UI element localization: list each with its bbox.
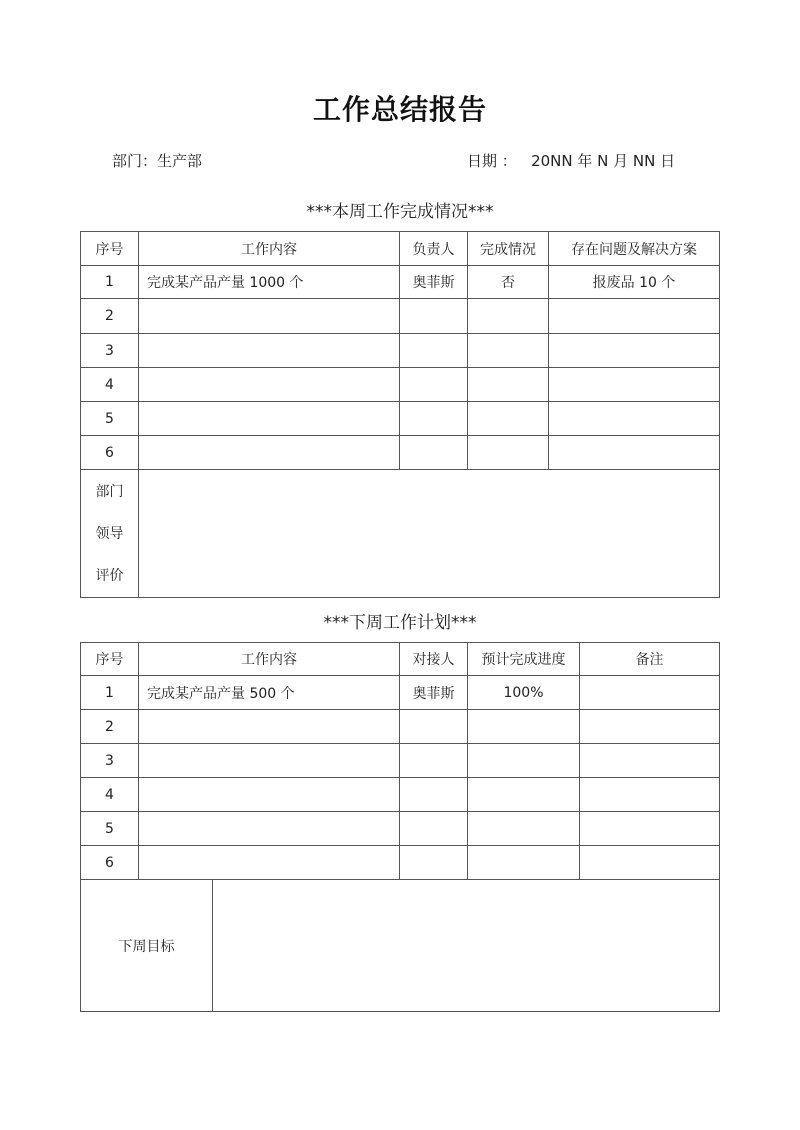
header-remarks: 备注: [580, 643, 720, 676]
evaluation-row: [81, 470, 720, 598]
cell-content: [139, 778, 400, 812]
cell-content: [139, 368, 400, 402]
cell-index: 4: [81, 778, 139, 812]
cell-content: [139, 710, 400, 744]
table-header-row: [81, 232, 720, 266]
cell-owner: [400, 299, 468, 334]
next-week-table: [80, 642, 720, 1012]
cell-index: 2: [81, 299, 139, 334]
cell-status: [468, 299, 549, 334]
table-row: [81, 744, 720, 778]
header-owner: 负责人: [400, 232, 468, 266]
cell-progress: [468, 744, 580, 778]
cell-index: 2: [81, 710, 139, 744]
cell-content: 完成某产品产量 500 个: [139, 676, 400, 710]
cell-progress: 100%: [468, 676, 580, 710]
cell-index: 1: [81, 676, 139, 710]
table-row: [81, 778, 720, 812]
header-content: 工作内容: [139, 643, 400, 676]
this-week-section-title: ***本周工作完成情况***: [306, 202, 494, 222]
cell-index: 3: [81, 334, 139, 368]
cell-remarks: [580, 778, 720, 812]
date-label: 日期 ： 20NN 年 N 月 NN 日: [467, 152, 676, 170]
cell-owner: 奥菲斯: [400, 266, 468, 299]
cell-owner: [400, 334, 468, 368]
cell-owner: [400, 436, 468, 470]
evaluation-label-line: 部门: [95, 483, 124, 500]
cell-contact: [400, 710, 468, 744]
cell-index: 5: [81, 402, 139, 436]
table-row: [81, 266, 720, 299]
cell-contact: 奥菲斯: [400, 676, 468, 710]
header-issues: 存在问题及解决方案: [549, 232, 720, 266]
table-row: [81, 402, 720, 436]
table-row: [81, 812, 720, 846]
cell-remarks: [580, 812, 720, 846]
header-index: 序号: [81, 232, 139, 266]
cell-contact: [400, 846, 468, 880]
cell-progress: [468, 812, 580, 846]
cell-issues: 报废品 10 个: [549, 266, 720, 299]
cell-index: 3: [81, 744, 139, 778]
cell-content: [139, 812, 400, 846]
table-row: [81, 846, 720, 880]
table-row: [81, 299, 720, 334]
header-contact: 对接人: [400, 643, 468, 676]
cell-index: 4: [81, 368, 139, 402]
cell-issues: [549, 299, 720, 334]
cell-status: [468, 334, 549, 368]
cell-issues: [549, 334, 720, 368]
cell-issues: [549, 436, 720, 470]
goal-label: 下周目标: [81, 880, 213, 1012]
header-status: 完成情况: [468, 232, 549, 266]
table-header-row: [81, 643, 720, 676]
cell-progress: [468, 710, 580, 744]
cell-owner: [400, 368, 468, 402]
cell-remarks: [580, 676, 720, 710]
table-row: [81, 368, 720, 402]
cell-status: [468, 368, 549, 402]
cell-content: 完成某产品产量 1000 个: [139, 266, 400, 299]
cell-owner: [400, 402, 468, 436]
table-row: [81, 676, 720, 710]
evaluation-label-line: 领导: [95, 525, 124, 542]
department-label: 部门：生产部: [112, 152, 203, 170]
cell-progress: [468, 846, 580, 880]
cell-index: 5: [81, 812, 139, 846]
header-index: 序号: [81, 643, 139, 676]
evaluation-label-line: 评价: [95, 567, 124, 584]
cell-contact: [400, 778, 468, 812]
cell-status: 否: [468, 266, 549, 299]
cell-contact: [400, 744, 468, 778]
cell-content: [139, 334, 400, 368]
this-week-table: [80, 231, 720, 598]
cell-remarks: [580, 744, 720, 778]
cell-index: 6: [81, 846, 139, 880]
table-row: [81, 334, 720, 368]
goal-row: [81, 880, 720, 1012]
evaluation-value[interactable]: [139, 470, 720, 598]
cell-index: 6: [81, 436, 139, 470]
cell-contact: [400, 812, 468, 846]
cell-status: [468, 402, 549, 436]
goal-value[interactable]: [213, 880, 720, 1012]
cell-content: [139, 744, 400, 778]
cell-content: [139, 436, 400, 470]
header-content: 工作内容: [139, 232, 400, 266]
table-row: [81, 436, 720, 470]
cell-remarks: [580, 846, 720, 880]
report-title: 工作总结报告: [312, 93, 487, 126]
cell-index: 1: [81, 266, 139, 299]
header-progress: 预计完成进度: [468, 643, 580, 676]
table-row: [81, 710, 720, 744]
next-week-section-title: ***下周工作计划***: [323, 613, 477, 633]
cell-content: [139, 846, 400, 880]
cell-content: [139, 299, 400, 334]
cell-progress: [468, 778, 580, 812]
cell-issues: [549, 402, 720, 436]
cell-issues: [549, 368, 720, 402]
cell-remarks: [580, 710, 720, 744]
cell-status: [468, 436, 549, 470]
cell-content: [139, 402, 400, 436]
evaluation-label: [81, 470, 139, 598]
